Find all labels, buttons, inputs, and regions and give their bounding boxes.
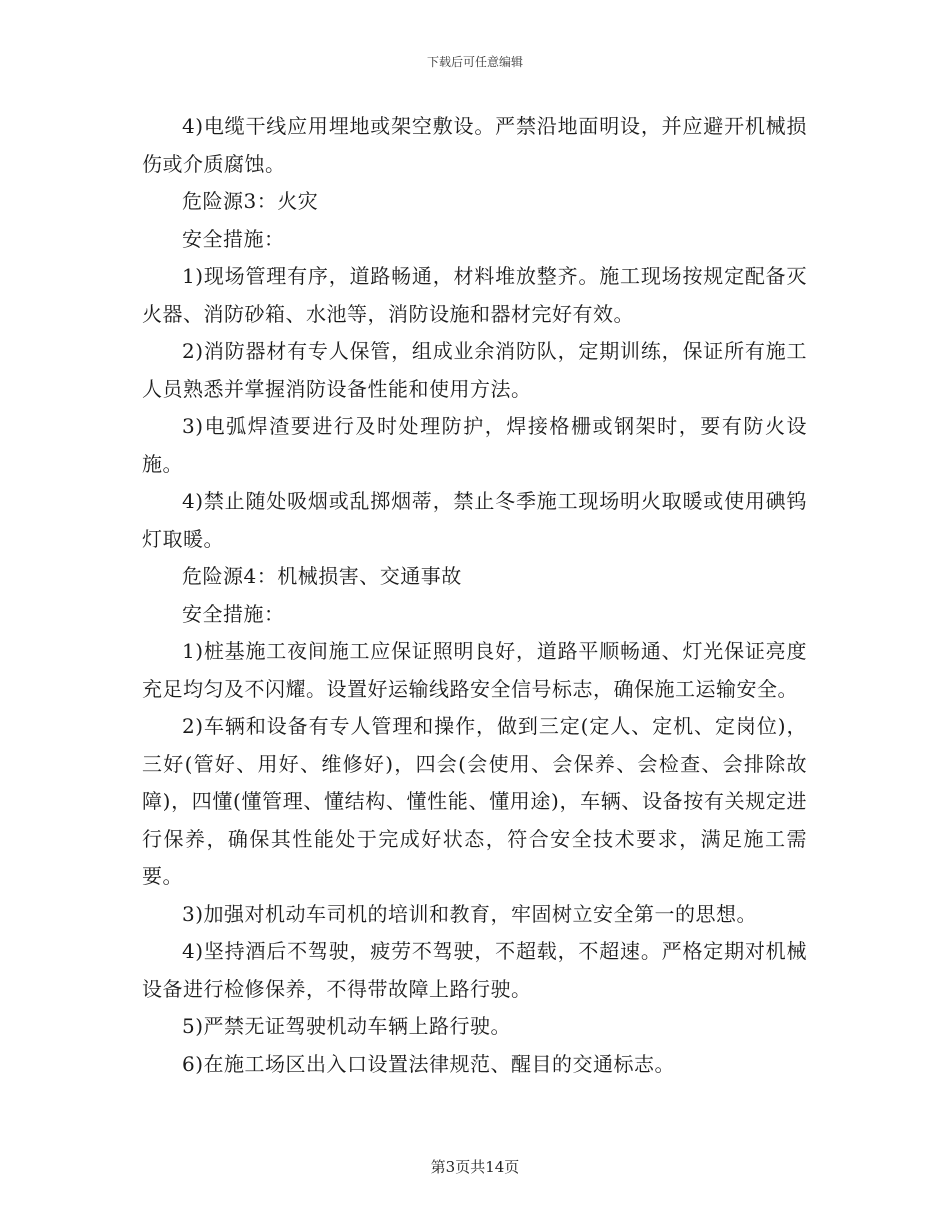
paragraph-traffic-2: 2)车辆和设备有专人管理和操作，做到三定(定人、定机、定岗位)，三好(管好、用好、维修好)，四会(会使用、会保养、会检查、会排除故障)，四懂(懂管理、懂结构、懂性能、懂用途)，车辆、设备按有关规定进行保养，确保其性能处于完成好状态，符合安全技术要求，满足施工需要。 <box>142 714 807 888</box>
paragraph-traffic-6: 6)在施工场区出入口设置法律规范、醒目的交通标志。 <box>182 1051 676 1076</box>
safety-measures-heading: 安全措施： <box>182 226 285 251</box>
paragraph-traffic-1: 1)桩基施工夜间施工应保证照明良好，道路平顺畅通、灯光保证亮度充足均匀及不闪耀。设置好运输线路安全信号标志，确保施工运输安全。 <box>142 639 807 701</box>
paragraph-fire-1: 1)现场管理有序，道路畅通，材料堆放整齐。施工现场按规定配备灭火器、消防砂箱、水池等，消防设施和器材完好有效。 <box>142 264 807 326</box>
safety-measures-heading: 安全措施： <box>182 601 285 626</box>
page-header: 下载后可任意编辑 <box>426 55 523 69</box>
paragraph-fire-2: 2)消防器材有专人保管，组成业余消防队，定期训练，保证所有施工人员熟悉并掌握消防设备性能和使用方法。 <box>142 339 807 401</box>
paragraph-traffic-3: 3)加强对机动车司机的培训和教育，牢固树立安全第一的思想。 <box>182 901 758 926</box>
paragraph-cable-laying: 4)电缆干线应用埋地或架空敷设。严禁沿地面明设，并应避开机械损伤或介质腐蚀。 <box>142 114 807 176</box>
hazard-heading-machinery-traffic: 危险源4：机械损害、交通事故 <box>182 564 462 588</box>
hazard-heading-fire: 危险源3：火灾 <box>182 189 319 213</box>
document-body <box>142 108 807 1083</box>
paragraph-traffic-5: 5)严禁无证驾驶机动车辆上路行驶。 <box>182 1014 512 1038</box>
paragraph-fire-4: 4)禁止随处吸烟或乱掷烟蒂，禁止冬季施工现场明火取暖或使用碘钨灯取暖。 <box>142 489 807 551</box>
paragraph-traffic-4: 4)坚持酒后不驾驶，疲劳不驾驶，不超载，不超速。严格定期对机械设备进行检修保养，不得带故障上路行驶。 <box>142 939 807 1001</box>
page-footer: 第3页共14页 <box>430 1158 520 1176</box>
paragraph-fire-3: 3)电弧焊渣要进行及时处理防护，焊接格栅或钢架时，要有防火设施。 <box>142 414 807 476</box>
